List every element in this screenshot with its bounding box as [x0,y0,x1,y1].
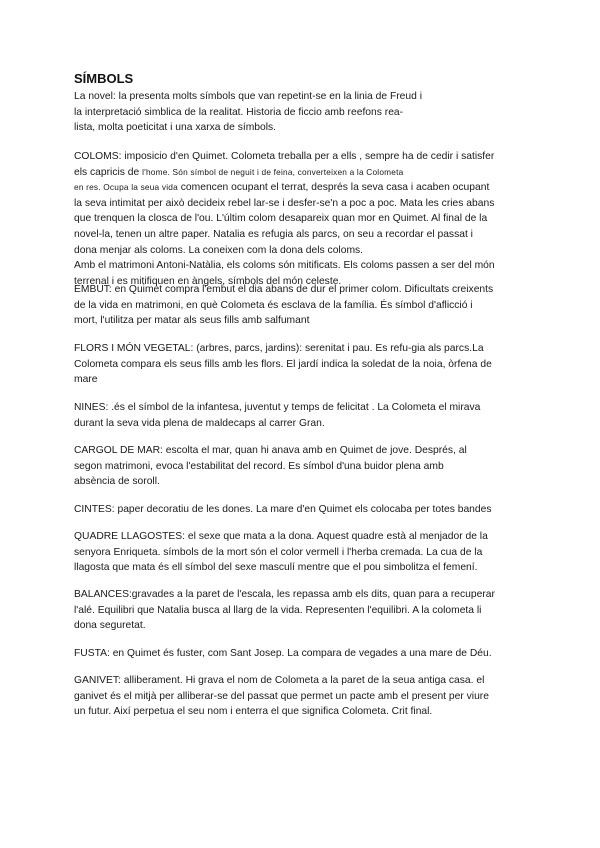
intro-line: La novel: la presenta molts símbols que van repetint-se en la linia de Freud i [74,91,422,102]
entry-line: CINTES: paper decoratiu de les dones. La mare d'en Quimet els colocaba per totes bandes [74,504,492,515]
entry-line: senyora Enriqueta. símbols de la mort són el color vermell i l'herba cremada. La cua de la [74,546,483,558]
entry-line: llagosta que mata és ell símbol del sexe masculí mentre que el pou simbolitza el femení. [74,562,478,574]
entry-fragment-small: l'home. Són símbol de neguit i de feina, converteixen a la Colometa [142,166,404,177]
entry-line: absència de soroll. [74,476,160,488]
entry-flors [74,341,552,388]
entry-line: EMBUT: en Quimet compra l'embut el dia abans de dur el primer colom. Dificultats creixents [74,284,494,295]
entry-quadre-llagostes [74,529,552,576]
entry-line: Colometa compara els seus fills amb les flors. El jardí indica la soledat de la noia, òrfena de [74,358,492,370]
entry-coloms [74,149,552,289]
entry-line: dona seguretat. [74,620,146,632]
entry-fusta [74,646,552,662]
entry-line: NINES: .és el símbol de la infantesa, juventut y temps de felicitat . La Colometa el mirava [74,402,481,413]
entry-line [74,180,552,196]
entry-line: Amb el matrimoni Antoni-Natàlia, els coloms són mitificats. Els coloms passen a ser del món [74,260,495,272]
intro-line: la interpretació simblica de la realitat. Historia de ficcio amb reefons rea- [74,106,404,118]
entry-line: COLOMS: imposicio d'en Quimet. Colometa treballa per a ells , sempre ha de cedir i satisfer [74,151,495,162]
entry-line: un futur. Així perpetua el seu nom i enterra el que significa Colometa. Crit final. [74,706,433,718]
entry-line: que trenquen la closca de l'ou. L'últim colom desapareix quan mor en Quimet. Al final de la [74,213,488,225]
entry-ganivet [74,673,552,720]
entry-line: dona menjar als coloms. La coneixen com la dona dels coloms. [74,244,364,256]
entry-line: la seva intimitat per això decideix rebel lar-se i desfer-se'n a poc a poc. Mata les cries abans [74,197,495,209]
entry-cintes [74,502,552,518]
entry-fragment: els capricis de [74,166,140,178]
entry-embut [74,282,552,329]
entry-line: terrenal i es mitifiquen en àngels, símbols del món celeste. [74,275,342,287]
entry-line: mare [74,374,98,386]
entry-fragment-small: en res. Ocupa la seua vida [74,182,178,193]
entry-cargol [74,443,552,490]
entry-nines [74,400,552,431]
entry-line: novel-la, tenen un altre paper. Natalia es refugia als parcs, on seu a recordar el passat i [74,228,473,240]
entry-line: durant la seva vida plena de maldecaps al carrer Gran. [74,417,325,429]
entry-line: FLORS I MÓN VEGETAL: (arbres, parcs, jardins): serenitat i pau. Es refu-gia als parcs.La [74,343,484,354]
entry-line [74,165,552,181]
entry-fragment: comencen ocupant el terrat, després la seva casa i acaben ocupant [180,182,490,194]
intro-paragraph [74,89,544,136]
entry-line: ganivet és el mitjà per alliberar-se del passat que permet un pacte amb el present per viure [74,690,489,702]
entry-line: mort, l'utilitza per matar als seus fills amb salfumant [74,315,310,327]
page-title: SÍMBOLS [74,71,134,86]
entry-line: QUADRE LLAGOSTES: el sexe que mata a la dona. Aquest quadre està al menjador de la [74,531,488,542]
entry-line: BALANCES:gravades a la paret de l'escala, les repassa amb els dits, quan para a recuperar [74,589,495,600]
entry-line: FUSTA: en Quimet és fuster, com Sant Josep. La compara de vegades a una mare de Déu. [74,648,492,659]
entry-line: l'alé. Equilibri que Natalia busca al llarg de la vida. Representen l'equilibri. A la colometa li [74,604,482,616]
entry-line: segon matrimoni, evoca l'estabilitat del record. Es símbol d'una buidor plena amb [74,460,444,472]
intro-line: lista, molta poeticitat i una xarxa de símbols. [74,122,277,133]
entry-line: CARGOL DE MAR: escolta el mar, quan hi anava amb en Quimet de jove. Després, al [74,445,467,456]
entry-line: de la vida en matrimoni, en què Colometa és esclava de la família. És símbol d'aflicció i [74,299,473,311]
entry-line: GANIVET: alliberament. Hi grava el nom de Colometa a la paret de la seua antiga casa. el [74,675,485,686]
entry-balances [74,587,552,634]
